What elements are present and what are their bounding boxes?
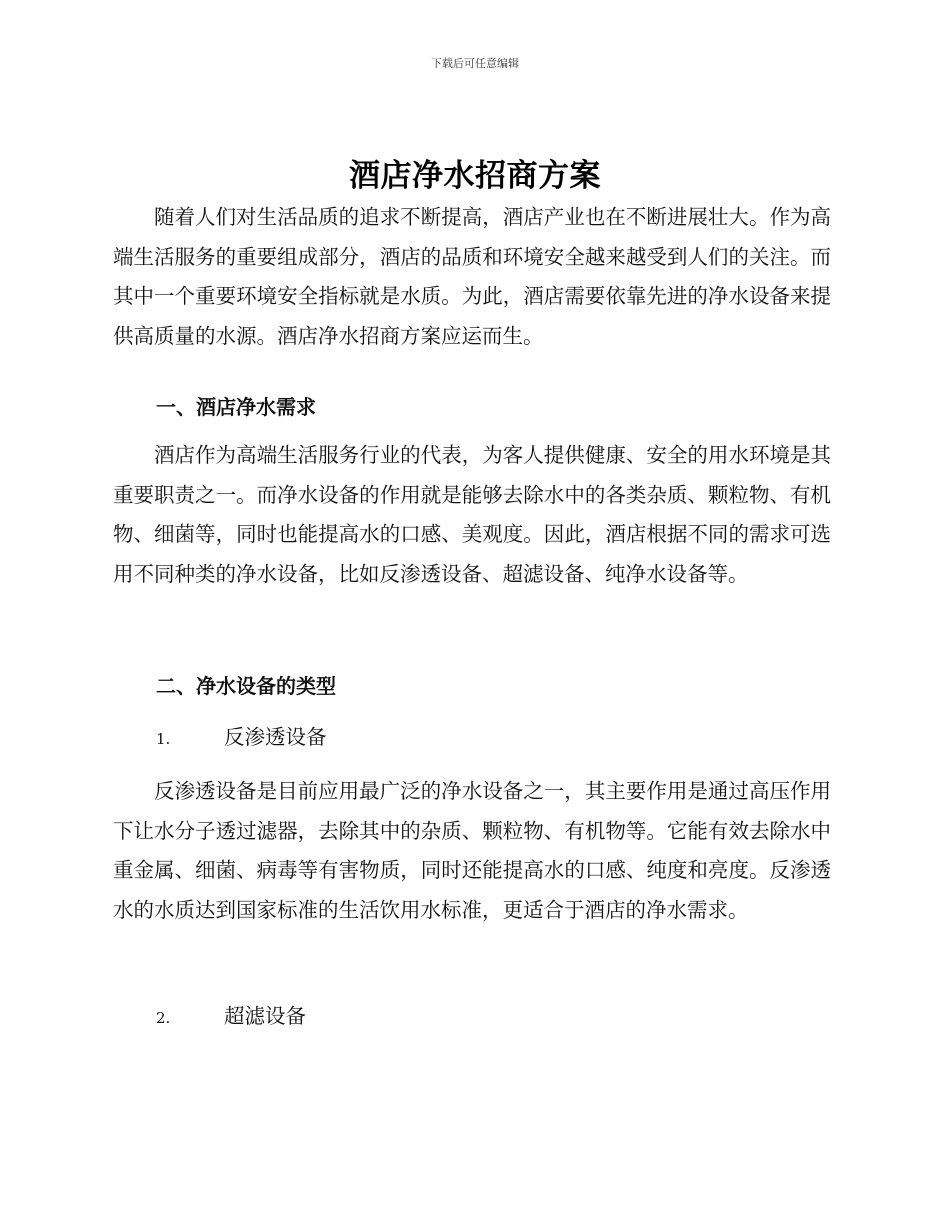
intro-paragraph: 随着人们对生活品质的追求不断提高，酒店产业也在不断进展壮大。作为高端生活服务的重要组成部分，酒店的品质和环境安全越来越受到人们的关注。而其中一个重要环境安全指标就是水质。为此，酒店需要依靠先进的净水设备来提供高质量的水源。酒店净水招商方案应运而生。: [113, 205, 831, 348]
section-heading-equipment-types: 二、净水设备的类型: [156, 674, 336, 698]
list-item-ultrafiltration: [156, 999, 306, 1029]
list-item-number: 2.: [156, 1009, 171, 1027]
section-paragraph-water-demand: 酒店作为高端生活服务行业的代表，为客人提供健康、安全的用水环境是其重要职责之一。而净水设备的作用就是能够去除水中的各类杂质、颗粒物、有机物、细菌等，同时也能提高水的口感、美观度。因此，酒店根据不同的需求可选用不同种类的净水设备，比如反渗透设备、超滤设备、纯净水设备等。: [113, 443, 831, 586]
page-title: 酒店净水招商方案: [349, 158, 601, 194]
list-item-number: 1.: [156, 730, 171, 748]
list-item-label: 反渗透设备: [224, 725, 327, 749]
reverse-osmosis-paragraph: 反渗透设备是目前应用最广泛的净水设备之一，其主要作用是通过高压作用下让水分子透过滤器，去除其中的杂质、颗粒物、有机物等。它能有效去除水中重金属、细菌、病毒等有害物质，同时还能提高水的口感、纯度和亮度。反渗透水的水质达到国家标准的生活饮用水标准，更适合于酒店的净水需求。: [113, 779, 831, 922]
header-note: 下载后可任意编辑: [431, 57, 519, 70]
list-item-label: 超滤设备: [224, 1004, 306, 1028]
section-heading-water-demand: 一、酒店净水需求: [156, 395, 316, 419]
list-item-reverse-osmosis: [156, 720, 327, 750]
